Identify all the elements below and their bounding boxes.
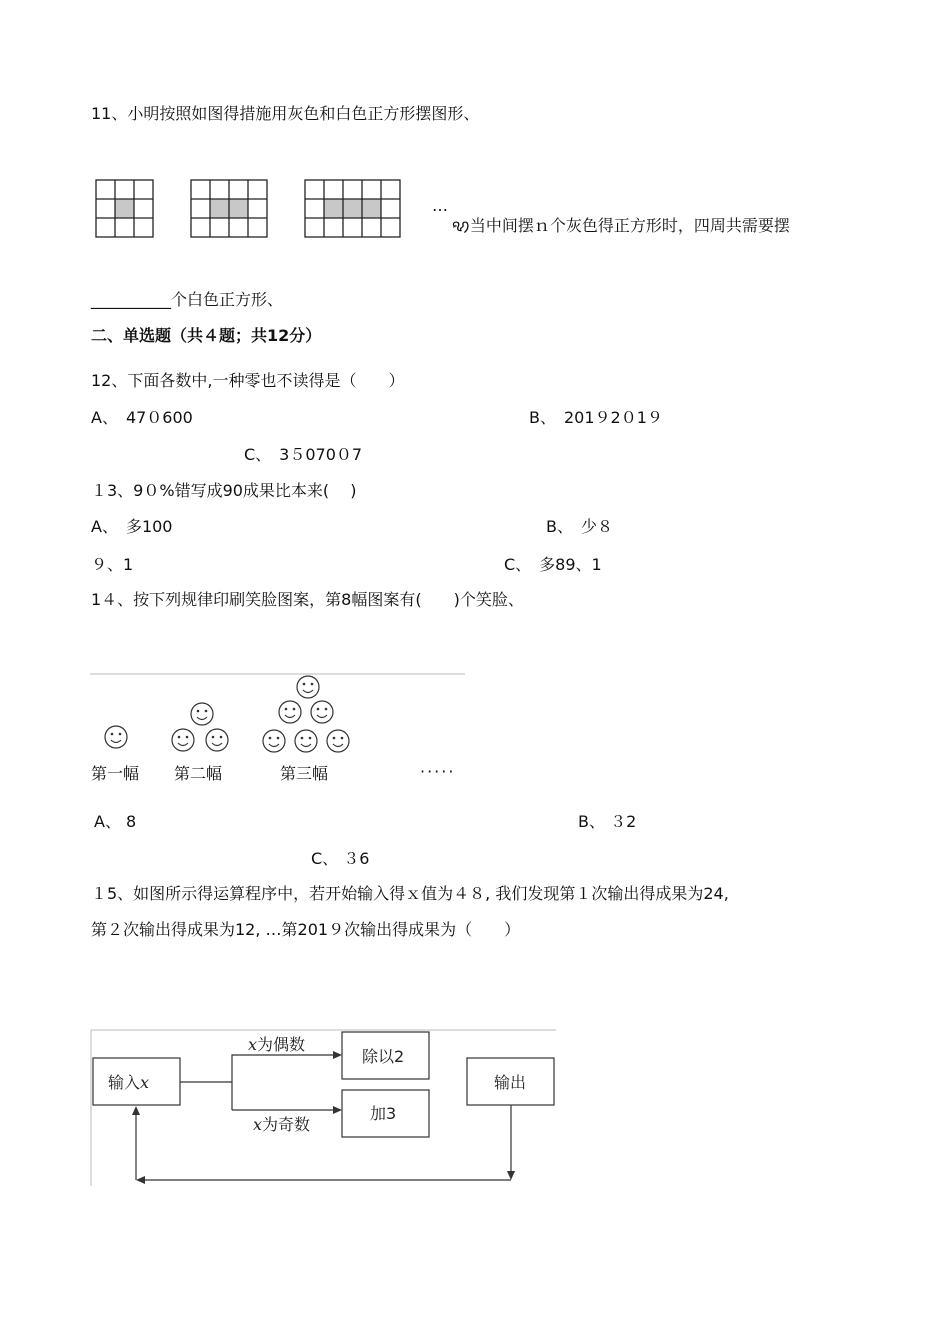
output-box-label: 输出 bbox=[494, 1073, 527, 1092]
q11-blank: __________个白色正方形、 bbox=[91, 290, 284, 309]
q12-text: 12、下面各数中,一种零也不读得是（ ） bbox=[91, 371, 405, 390]
q14-caption-3: 第三幅 bbox=[280, 764, 329, 783]
q12-option-a: A、 47０600 bbox=[91, 408, 193, 427]
q14-option-a: A、 8 bbox=[94, 812, 137, 831]
q14-caption-2: 第二幅 bbox=[174, 764, 223, 783]
q14-ellipsis: ····· bbox=[420, 762, 456, 781]
q13-option-c: C、 多89、1 bbox=[504, 555, 602, 574]
q12-option-c: C、 3５070０7 bbox=[244, 445, 363, 464]
q13-option-a: A、 多100 bbox=[91, 517, 173, 536]
q14-option-c: C、 ３6 bbox=[311, 849, 370, 868]
input-box-label: 输入x bbox=[108, 1073, 150, 1092]
section-heading: 二、单选题（共４题；共12分） bbox=[91, 326, 322, 345]
connector-branches bbox=[232, 1055, 340, 1110]
arrow-up bbox=[132, 1106, 140, 1115]
q14-text: 1４、按下列规律印刷笑脸图案，第8幅图案有( )个笑脸、 bbox=[91, 590, 524, 609]
divide-box-label: 除以2 bbox=[362, 1047, 405, 1066]
arrow-to-divide bbox=[333, 1051, 342, 1059]
q14-option-b: B、 ３2 bbox=[578, 812, 637, 831]
q11-ellipsis: … bbox=[432, 196, 448, 215]
q11-text: 11、小明按照如图得措施用灰色和白色正方形摆图形、 bbox=[91, 104, 480, 123]
q15-line-2: 第２次输出得成果为12, …第201９次输出得成果为（ ） bbox=[91, 920, 521, 939]
q13-text: １3、9０%错写成90成果比本来( ) bbox=[91, 481, 357, 500]
q13-option-b-cont: ９、1 bbox=[91, 555, 134, 574]
add-box-label: 加3 bbox=[370, 1104, 397, 1123]
q14-caption-1: 第一幅 bbox=[91, 764, 140, 783]
arrow-to-add bbox=[333, 1106, 342, 1114]
arrow-down bbox=[507, 1171, 515, 1180]
q15-line-1: １5、如图所示得运算程序中，若开始输入得ｘ值为４８, 我们发现第１次输出得成果为24, bbox=[91, 884, 729, 903]
arrow-left bbox=[136, 1176, 145, 1184]
q13-option-b: B、 少８ bbox=[546, 517, 613, 536]
q11-continuation: ꩋ当中间摆ｎ个灰色得正方形时，四周共需要摆 bbox=[452, 216, 790, 235]
odd-branch-label: x为奇数 bbox=[253, 1115, 311, 1134]
q12-option-b: B、 201９2０1９ bbox=[529, 408, 663, 427]
even-branch-label: x为偶数 bbox=[248, 1035, 306, 1054]
